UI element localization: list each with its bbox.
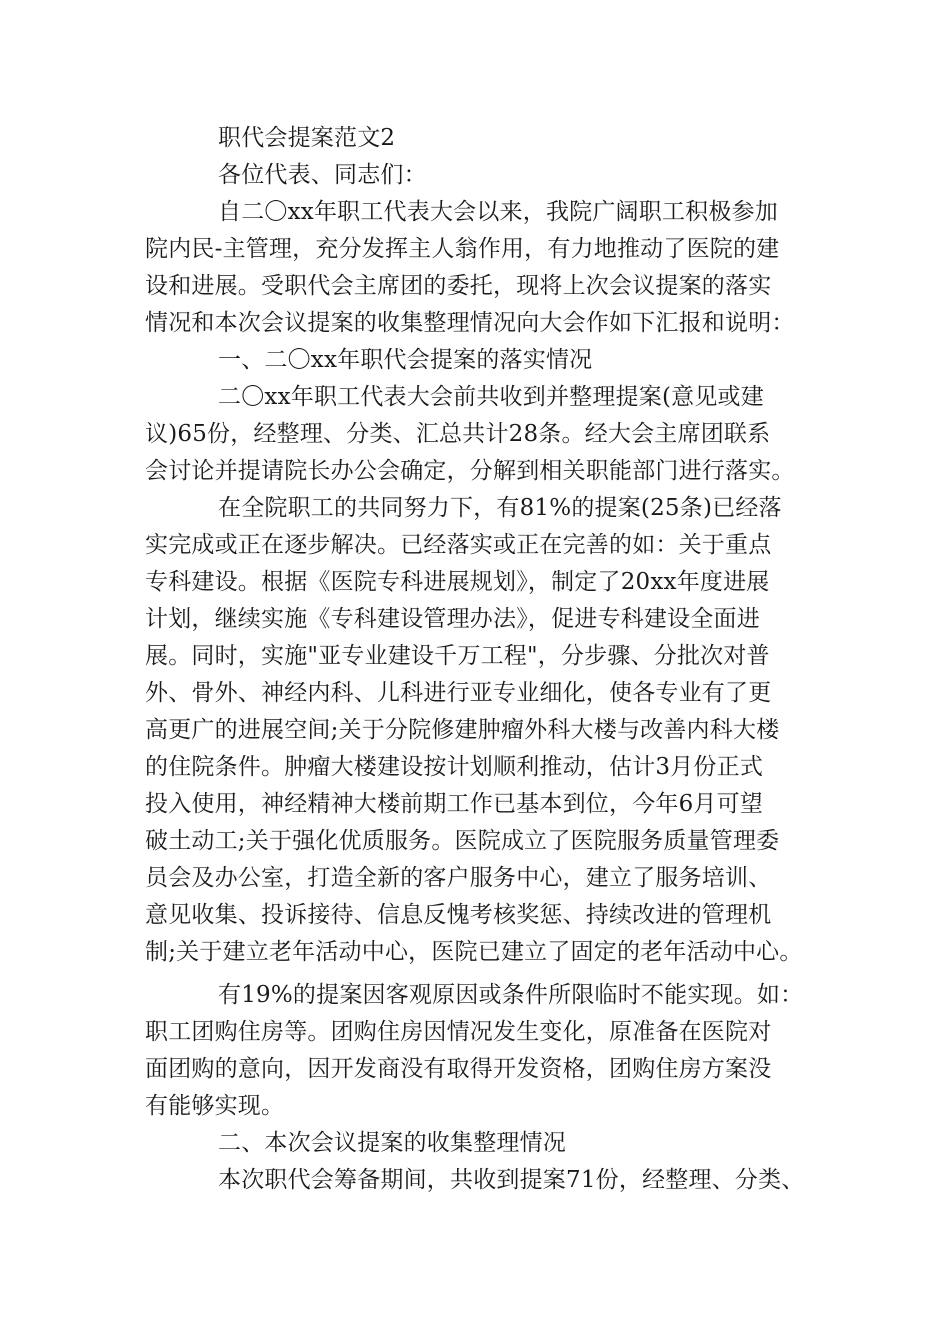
- paragraph-line: 外、骨外、神经内科、儿科进行亚专业细化，使各专业有了更: [145, 680, 772, 706]
- paragraph-line: 会讨论并提请院长办公会确定，分解到相关职能部门进行落实。: [145, 458, 795, 484]
- paragraph-line: 高更广的进展空间;关于分院修建肿瘤外科大楼与改善内科大楼: [145, 717, 780, 743]
- paragraph-line: 在全院职工的共同努力下，有81%的提案(25条)已经落: [218, 495, 782, 521]
- paragraph-line: 专科建设。根据《医院专科进展规划》，制定了20xx年度进展: [145, 569, 770, 595]
- paragraph-line: 职工团购住房等。团购住房因情况发生变化，原准备在医院对: [145, 1019, 772, 1045]
- paragraph-line: 有能够实现。: [145, 1093, 285, 1119]
- paragraph-line: 的住院条件。肿瘤大楼建设按计划顺利推动，估计3月份正式: [145, 754, 764, 780]
- paragraph-line: 有19%的提案因客观原因或条件所限临时不能实现。如：: [218, 982, 804, 1008]
- paragraph-line: 展。同时，实施"亚专业建设千万工程"，分步骤、分批次对普: [145, 643, 770, 669]
- paragraph-line: 实完成或正在逐步解决。已经落实或正在完善的如：关于重点: [145, 532, 772, 558]
- salutation: 各位代表、同志们：: [218, 162, 427, 188]
- document-title: 职代会提案范文2: [218, 125, 396, 151]
- paragraph-line: 投入使用，神经精神大楼前期工作已基本到位，今年6月可望: [145, 791, 764, 817]
- paragraph-line: 院内民-主管理，充分发挥主人翁作用，有力地推动了医院的建: [145, 236, 780, 262]
- paragraph-line: 本次职代会筹备期间，共收到提案71份，经整理、分类、: [218, 1167, 805, 1193]
- paragraph-line: 意见收集、投诉接待、信息反愧考核奖惩、持续改进的管理机: [145, 902, 772, 928]
- paragraph-line: 面团购的意向，因开发商没有取得开发资格，团购住房方案没: [145, 1056, 772, 1082]
- paragraph-line: 破土动工;关于强化优质服务。医院成立了医院服务质量管理委: [145, 828, 780, 854]
- paragraph-line: 议)65份，经整理、分类、汇总共计28条。经大会主席团联系: [145, 421, 771, 447]
- paragraph-line: 二〇xx年职工代表大会前共收到并整理提案(意见或建: [218, 384, 764, 410]
- paragraph-line: 员会及办公室，打造全新的客户服务中心，建立了服务培训、: [145, 865, 772, 891]
- paragraph-line: 计划，继续实施《专科建设管理办法》，促进专科建设全面进: [145, 606, 760, 632]
- section-heading-1: 一、二〇xx年职代会提案的落实情况: [218, 347, 593, 373]
- paragraph-line: 设和进展。受职代会主席团的委托，现将上次会议提案的落实: [145, 273, 772, 299]
- paragraph-line: 制;关于建立老年活动中心，医院已建立了固定的老年活动中心。: [145, 939, 803, 965]
- paragraph-line: 情况和本次会议提案的收集整理情况向大会作如下汇报和说明：: [145, 310, 795, 336]
- paragraph-line: 自二〇xx年职工代表大会以来，我院广阔职工积极参加: [218, 199, 778, 225]
- section-heading-2: 二、本次会议提案的收集整理情况: [218, 1130, 566, 1156]
